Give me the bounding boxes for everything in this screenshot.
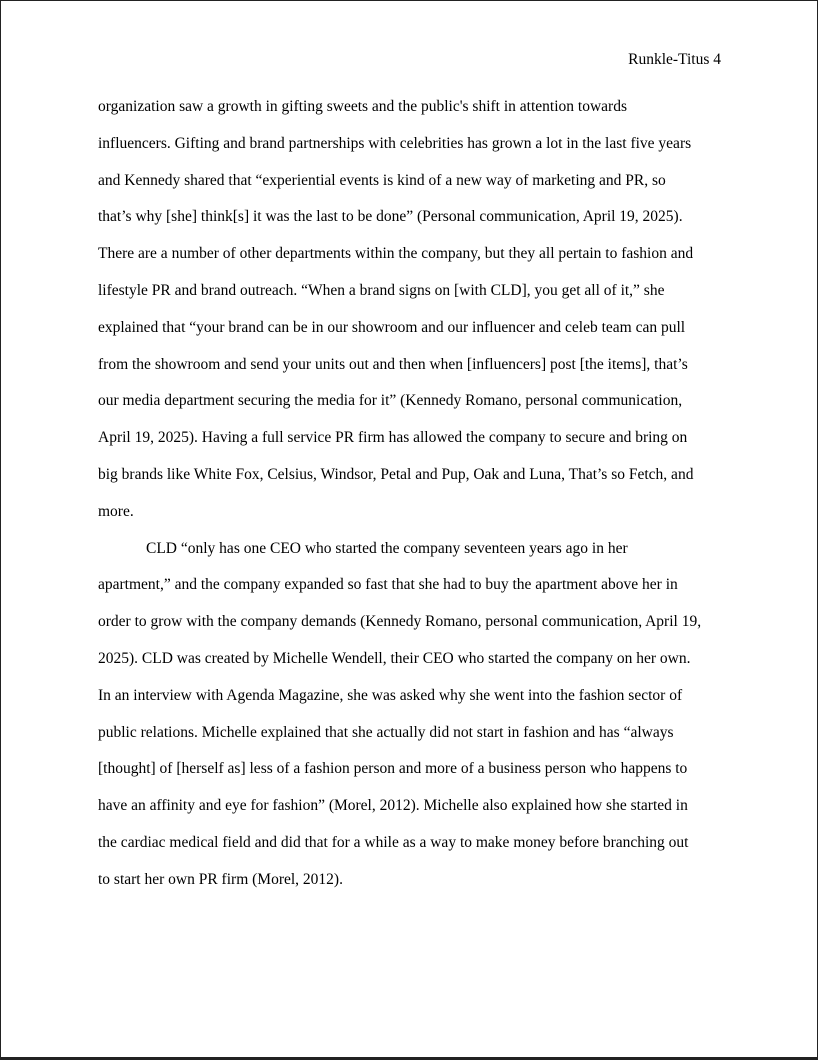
body-line: April 19, 2025). Having a full service PR firm has allowed the company to secure and bring on	[98, 429, 688, 446]
body-line: and Kennedy shared that “experiential events is kind of a new way of marketing and PR, so	[98, 172, 666, 189]
body-line: from the showroom and send your units out and then when [influencers] post [the items], that’s	[98, 356, 688, 373]
body-line: [thought] of [herself as] less of a fashion person and more of a business person who happens to	[98, 760, 688, 777]
paragraph-first-line: CLD “only has one CEO who started the company seventeen years ago in her	[146, 540, 628, 557]
body-line: lifestyle PR and brand outreach. “When a brand signs on [with CLD], you get all of it,” she	[98, 282, 665, 299]
body-line: to start her own PR firm (Morel, 2012).	[98, 871, 343, 888]
body-line: apartment,” and the company expanded so fast that she had to buy the apartment above her in	[98, 576, 678, 593]
body-line: our media department securing the media for it” (Kennedy Romano, personal communication,	[98, 392, 683, 409]
body-line: have an affinity and eye for fashion” (Morel, 2012). Michelle also explained how she started in	[98, 797, 688, 814]
body-line: In an interview with Agenda Magazine, she was asked why she went into the fashion sector of	[98, 687, 683, 704]
body-line: organization saw a growth in gifting sweets and the public's shift in attention towards	[98, 98, 627, 115]
body-line: that’s why [she] think[s] it was the last to be done” (Personal communication, April 19, 2025).	[98, 208, 683, 225]
body-line: the cardiac medical field and did that for a while as a way to make money before branching out	[98, 834, 689, 851]
body-line: big brands like White Fox, Celsius, Windsor, Petal and Pup, Oak and Luna, That’s so Fetch, and	[98, 466, 694, 483]
body-line: influencers. Gifting and brand partnerships with celebrities has grown a lot in the last five years	[98, 135, 692, 152]
running-head: Runkle-Titus 4	[628, 51, 721, 68]
body-line: 2025). CLD was created by Michelle Wendell, their CEO who started the company on her own.	[98, 650, 691, 667]
body-line: There are a number of other departments within the company, but they all pertain to fashion and	[98, 245, 694, 262]
body-line: order to grow with the company demands (Kennedy Romano, personal communication, April 19,	[98, 613, 702, 630]
body-line: explained that “your brand can be in our showroom and our influencer and celeb team can pull	[98, 319, 686, 336]
body-line: more.	[98, 503, 134, 520]
body-line: public relations. Michelle explained that she actually did not start in fashion and has “always	[98, 724, 674, 741]
